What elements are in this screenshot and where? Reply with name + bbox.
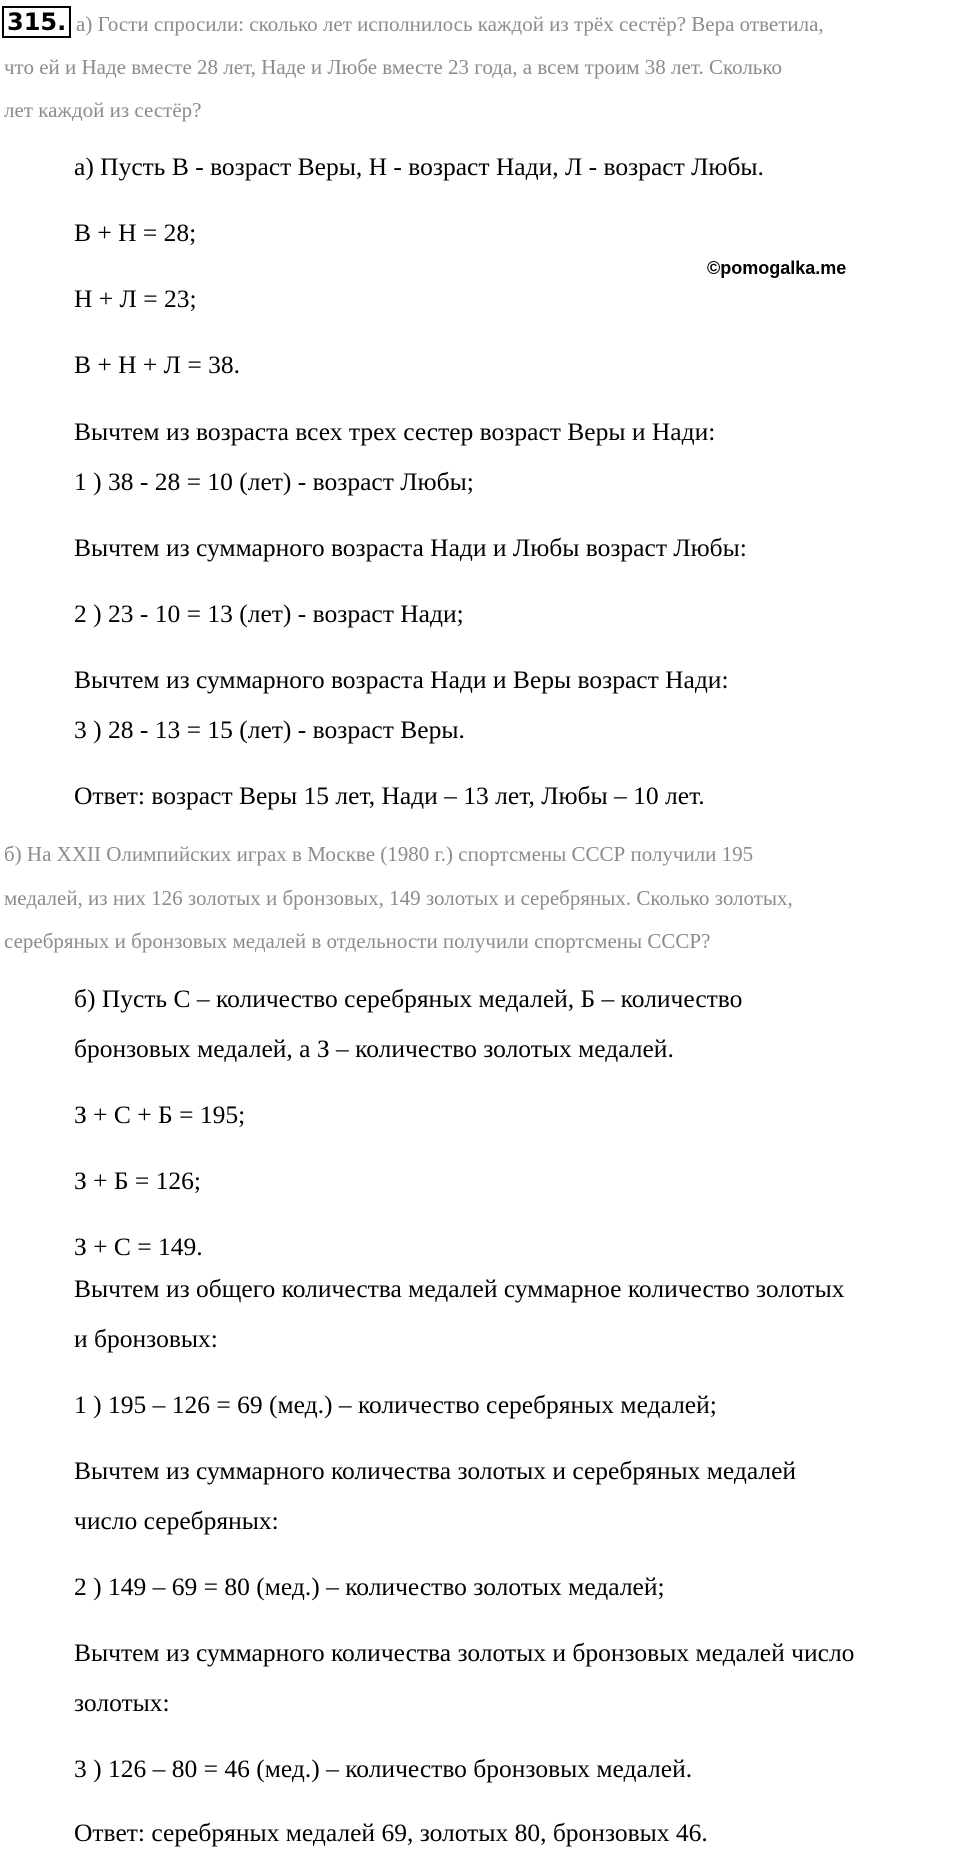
problem-b-line: медалей, из них 126 золотых и бронзовых, 149 золотых и серебряных. Сколько золотых, [4,886,793,910]
solution-step-calc: 1 ) 195 – 126 = 69 (мед.) – количество серебряных медалей; [74,1390,717,1419]
watermark: ©pomogalka.me [707,258,847,278]
solution-step-calc: 3 ) 126 – 80 = 46 (мед.) – количество бронзовых медалей. [74,1754,693,1783]
solution-step-text: Вычтем из суммарного возраста Нади и Веры возраст Нади: [74,665,729,694]
solution-step-text: число серебряных: [74,1506,279,1535]
solution-step-text: Вычтем из общего количества медалей суммарное количество золотых [74,1274,845,1303]
equation-line: З + С = 149. [74,1232,203,1261]
equation-line: В + Н + Л = 38. [74,350,240,379]
solution-step-text: и бронзовых: [74,1324,218,1353]
solution-step-calc: 3 ) 28 - 13 = 15 (лет) - возраст Веры. [74,715,465,744]
problem-b-line: серебряных и бронзовых медалей в отдельности получили спортсмены СССР? [4,929,711,953]
problem-b-line: б) На XXII Олимпийских играх в Москве (1980 г.) спортсмены СССР получили 195 [4,842,754,866]
answer-a: Ответ: возраст Веры 15 лет, Нади – 13 лет, Любы – 10 лет. [74,781,705,810]
task-number-box: 315. [2,6,71,38]
solution-step-calc: 1 ) 38 - 28 = 10 (лет) - возраст Любы; [74,467,474,496]
problem-a-line: лет каждой из сестёр? [4,98,202,122]
solution-step-text: Вычтем из суммарного возраста Нади и Любы возраст Любы: [74,533,747,562]
solution-step-text: Вычтем из суммарного количества золотых и бронзовых медалей число [74,1638,855,1667]
equation-line: З + С + Б = 195; [74,1100,246,1129]
answer-b: Ответ: серебряных медалей 69, золотых 80, бронзовых 46. [74,1818,708,1847]
equation-line: З + Б = 126; [74,1166,202,1195]
solution-b-intro: б) Пусть С – количество серебряных медалей, Б – количество [74,984,743,1013]
solution-step-text: Вычтем из возраста всех трех сестер возраст Веры и Нади: [74,417,716,446]
problem-a-line: а) Гости спросили: сколько лет исполнилось каждой из трёх сестёр? Вера ответила, [76,12,824,36]
solution-step-text: Вычтем из суммарного количества золотых и серебряных медалей [74,1456,797,1485]
solution-step-text: золотых: [74,1688,170,1717]
equation-line: Н + Л = 23; [74,284,197,313]
solution-b-intro: бронзовых медалей, а З – количество золотых медалей. [74,1034,674,1063]
problem-a-line: что ей и Наде вместе 28 лет, Наде и Любе вместе 23 года, а всем троим 38 лет. Сколько [4,55,783,79]
solution-a-intro: а) Пусть В - возраст Веры, Н - возраст Нади, Л - возраст Любы. [74,152,764,181]
solution-step-calc: 2 ) 23 - 10 = 13 (лет) - возраст Нади; [74,599,464,628]
equation-line: В + Н = 28; [74,218,197,247]
solution-step-calc: 2 ) 149 – 69 = 80 (мед.) – количество золотых медалей; [74,1572,665,1601]
